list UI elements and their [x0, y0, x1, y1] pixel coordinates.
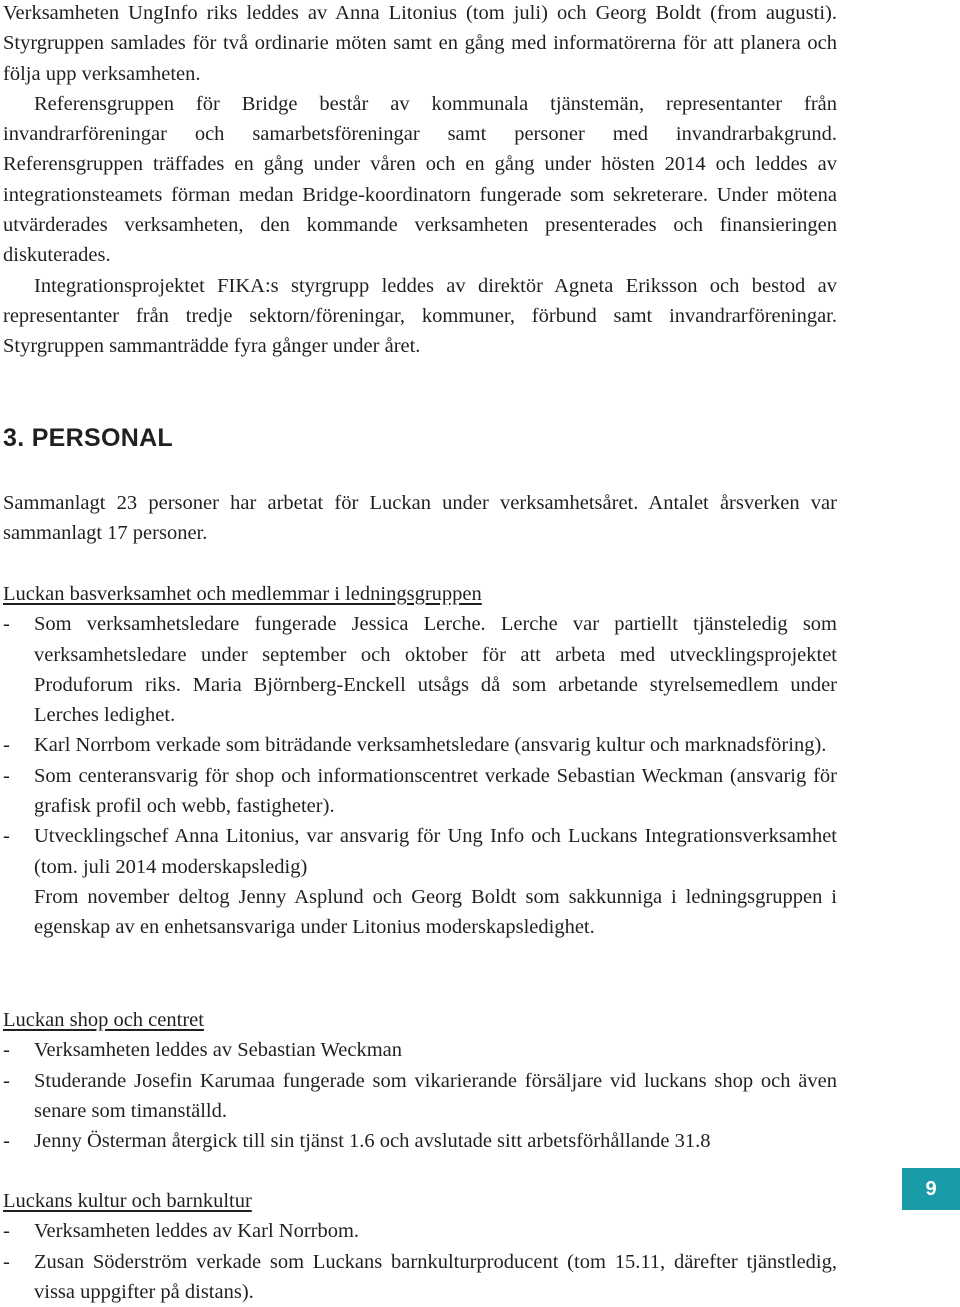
- bullet-marker: -: [3, 1130, 10, 1153]
- list-item: [3, 1216, 837, 1246]
- group-shop: [3, 1005, 837, 1156]
- list-item-text: Som centeransvarig för shop och informationscentret verkade Sebastian Weckman (ansvarig för grafisk profil och webb, fastigheter).: [34, 764, 837, 818]
- personnel-summary: Sammanlagt 23 personer har arbetat för Luckan under verksamhetsåret. Antalet årsverken var sammanlagt 17 personer.: [3, 492, 837, 545]
- list-item: [3, 1126, 837, 1156]
- bullet-marker: -: [3, 1220, 10, 1243]
- list-item-text: Verksamheten leddes av Sebastian Weckman: [34, 1039, 402, 1062]
- group-title: Luckans kultur och barnkultur: [3, 1190, 252, 1212]
- list-item-continuation: [3, 882, 837, 943]
- section-heading: 3. PERSONAL: [3, 424, 173, 452]
- list-item: [3, 730, 837, 760]
- bullet-marker: -: [3, 734, 10, 757]
- list-item-text: Studerande Josefin Karumaa fungerade som vikarierande försäljare vid luckans shop och även senare som timanställd.: [34, 1069, 837, 1122]
- bullet-marker: -: [3, 1250, 10, 1273]
- list-item: [3, 761, 837, 822]
- bullet-marker: -: [3, 1069, 10, 1092]
- list-item: [3, 1247, 837, 1307]
- bullet-marker: -: [3, 825, 10, 848]
- group-title: Luckan basverksamhet och medlemmar i ledningsgruppen: [3, 583, 482, 605]
- list-item: [3, 821, 837, 882]
- group-title: Luckan shop och centret: [3, 1009, 204, 1031]
- bullet-marker: -: [3, 1039, 10, 1062]
- paragraph-fika: Integrationsprojektet FIKA:s styrgrupp leddes av direktör Agneta Eriksson och bestod av representanter från tredje sektorn/föreningar, kommuner, förbund samt invandrarföreningar. Styrgruppen sammanträdde fyra gånger under året.: [3, 274, 837, 358]
- list-item-text: Verksamheten leddes av Karl Norrbom.: [34, 1220, 360, 1243]
- list-item-text: Som verksamhetsledare fungerade Jessica Lerche. Lerche var partiellt tjänsteledig som verksamhetsledare under september och oktober för att arbeta med utvecklingsprojektet Produforum riks. Maria Björnberg-Enckell utsågs då som arbetande styrelsemedlem under Lerches ledighet.: [34, 613, 837, 727]
- group-ledning: [3, 579, 837, 943]
- bullet-marker: -: [3, 764, 10, 787]
- page-number-badge: [902, 1168, 960, 1210]
- group-kultur: [3, 1186, 837, 1307]
- list-item: [3, 1066, 837, 1127]
- list-item-text: Jenny Österman återgick till sin tjänst 1.6 och avslutade sitt arbetsförhållande 31.8: [34, 1130, 711, 1153]
- list-item-text: Karl Norrbom verkade som biträdande verksamhetsledare (ansvarig kultur och marknadsföring).: [34, 734, 827, 757]
- list-item-text: Zusan Söderström verkade som Luckans barnkulturproducent (tom 15.11, därefter tjänstledig, vissa uppgifter på distans).: [34, 1250, 837, 1303]
- list-item: [3, 1035, 837, 1065]
- list-item-text: From november deltog Jenny Asplund och Georg Boldt som sakkunniga i ledningsgruppen i egenskap av en enhetsansvariga under Litonius moderskapsledighet.: [34, 885, 837, 939]
- bullet-marker: -: [3, 613, 10, 636]
- paragraph-unginfo: Verksamheten UngInfo riks leddes av Anna Litonius (tom juli) och Georg Boldt (from augusti). Styrgruppen samlades för två ordinarie möten samt en gång med informatörerna för att planera och följa upp verksamheten.: [3, 2, 837, 85]
- paragraph-bridge: Referensgruppen för Bridge består av kommunala tjänstemän, representanter från invandrarföreningar och samarbetsföreningar samt personer med invandrarbakgrund. Referensgruppen träffades en gång under våren och en gång under hösten 2014 och leddes av integrationsteamets förman medan Bridge-koordinatorn fungerade som sekreterare. Under mötena utvärderades verksamheten, den kommande verksamheten presenterades och finansieringen diskuterades.: [3, 92, 837, 267]
- intro-block: [3, 0, 837, 362]
- list-item-text: Utvecklingschef Anna Litonius, var ansvarig för Ung Info och Luckans Integrationsverksamhet (tom. juli 2014 moderskapsledig): [34, 825, 837, 878]
- page-number: 9: [925, 1177, 937, 1200]
- list-item: [3, 609, 837, 730]
- summary-block: [3, 488, 837, 549]
